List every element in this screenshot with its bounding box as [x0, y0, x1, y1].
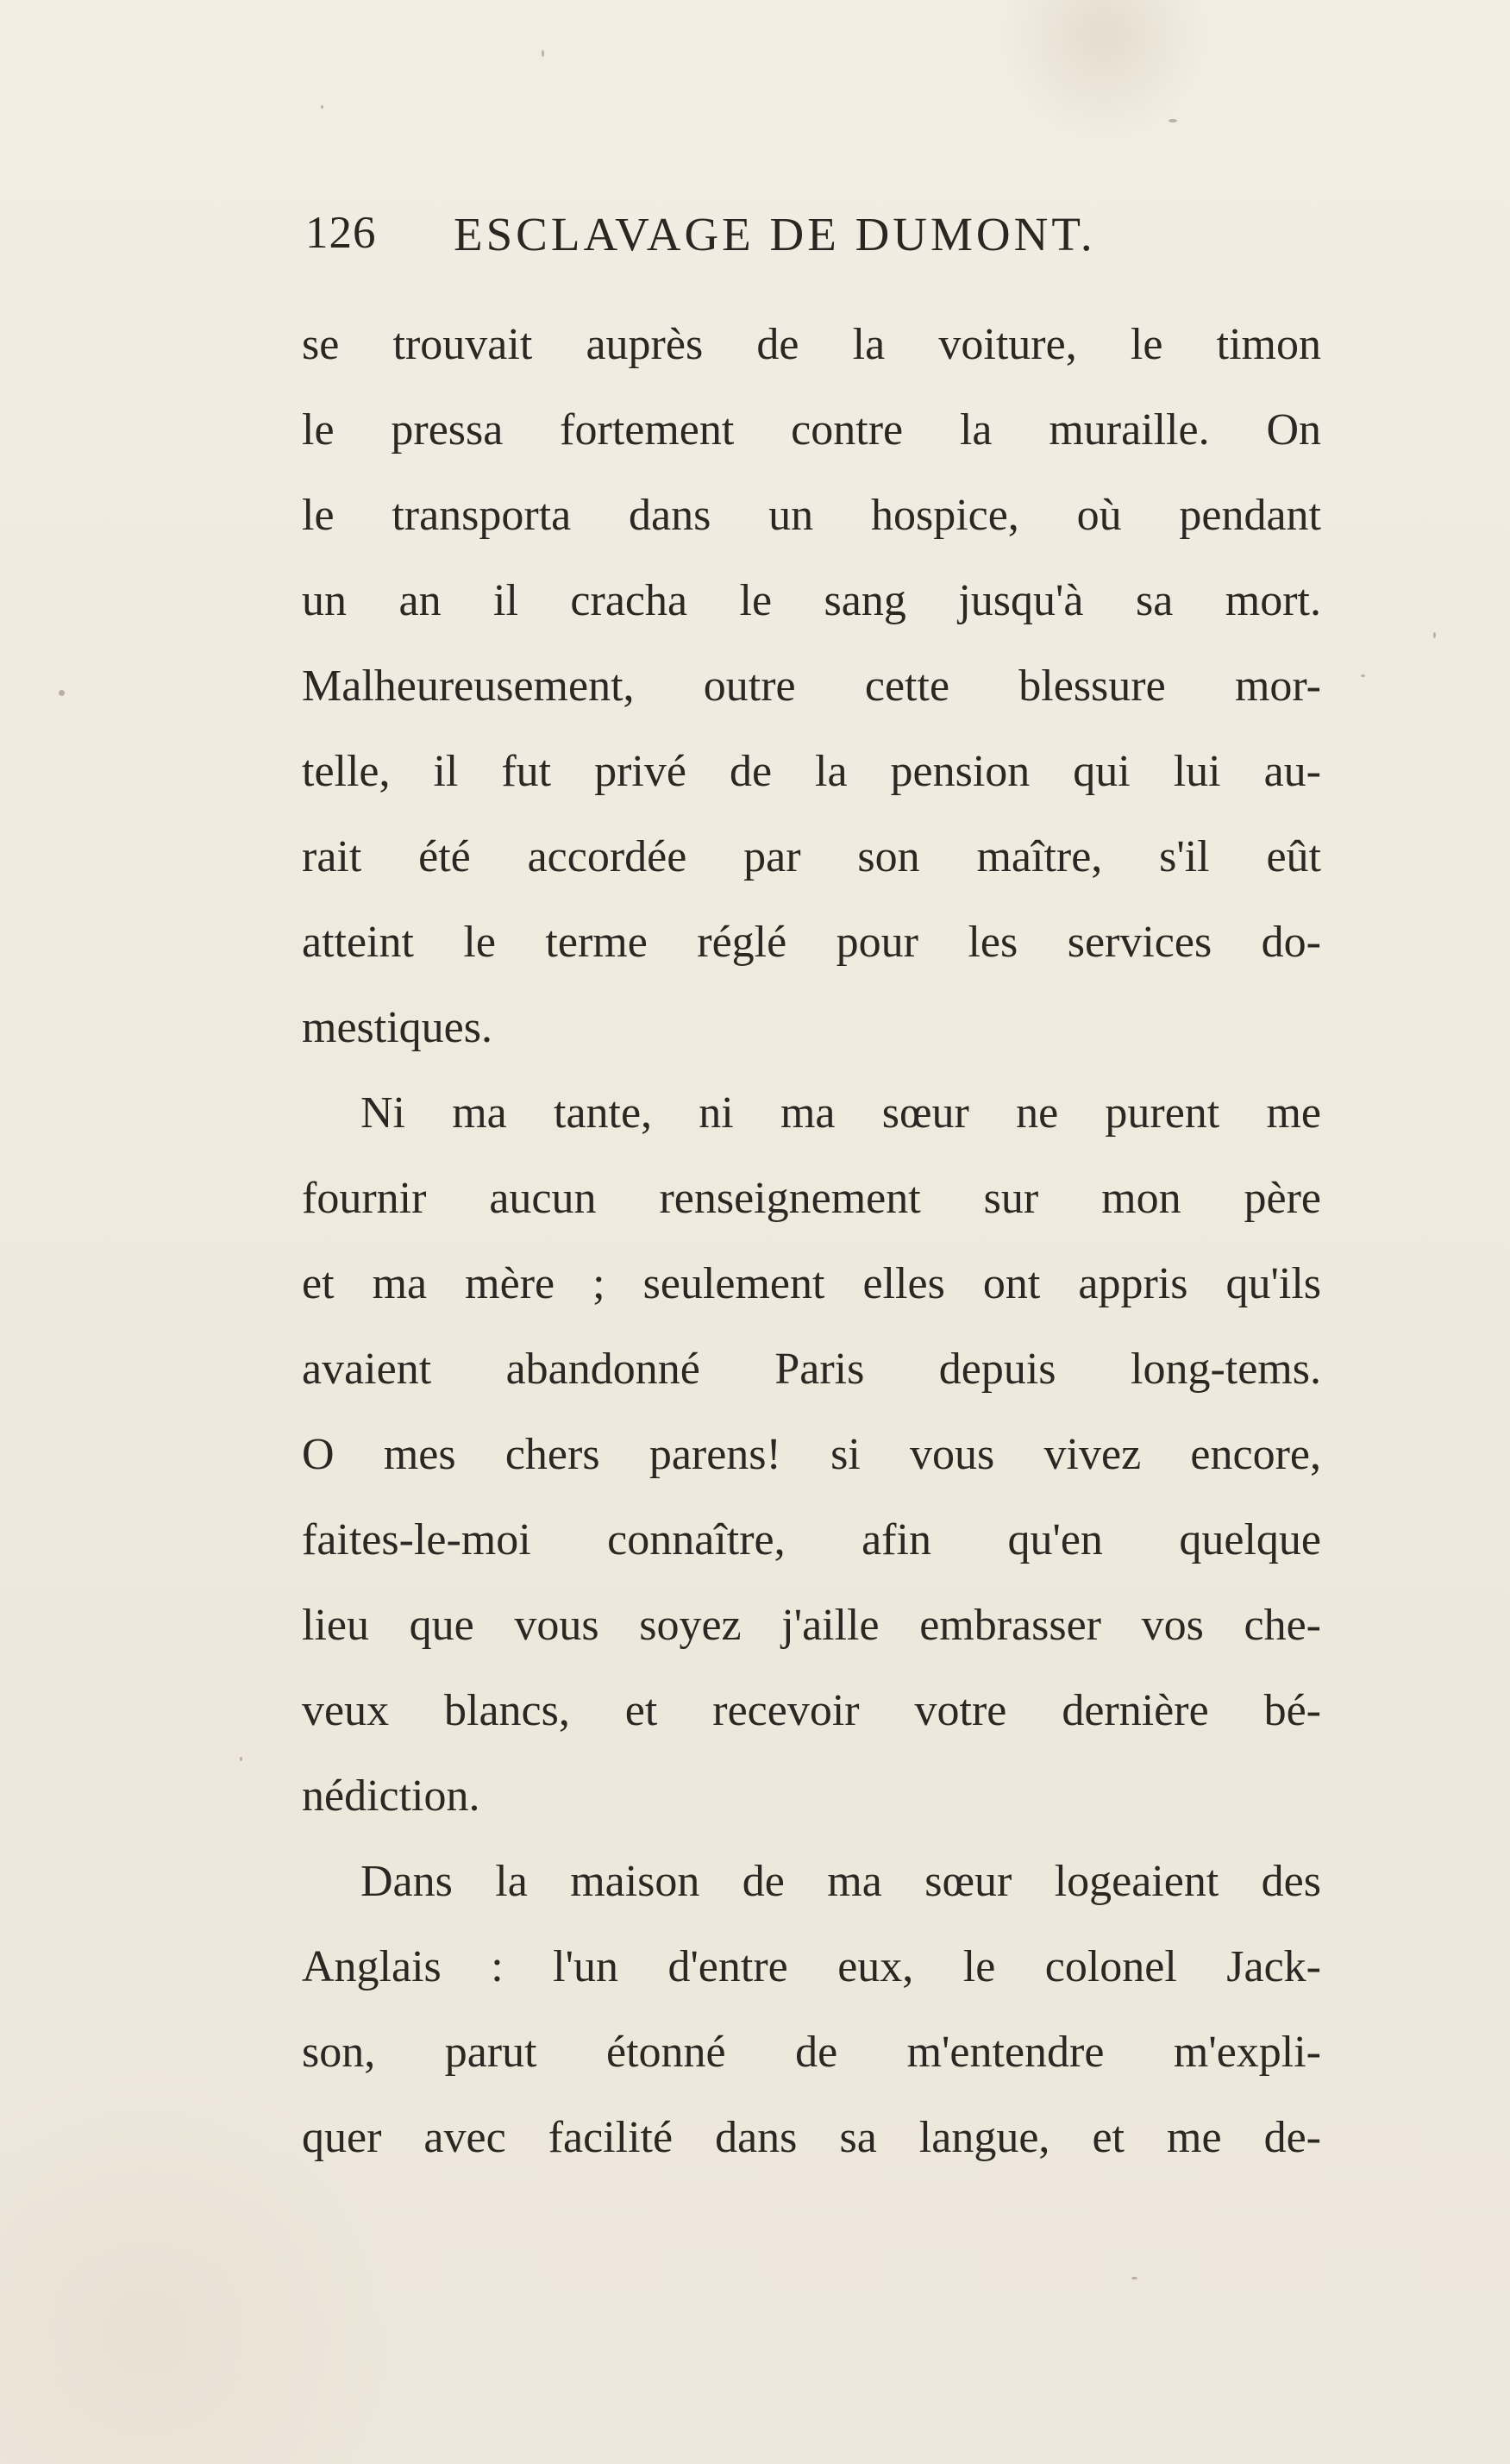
paper-speck: [59, 690, 65, 696]
text-line: atteint le terme réglé pour les services do-: [302, 918, 1321, 967]
text-line: quer avec facilité dans sa langue, et me de-: [302, 2113, 1321, 2162]
text-line: un an il cracha le sang jusqu'à sa mort.: [302, 576, 1321, 625]
running-head: ESCLAVAGE DE DUMONT.: [454, 208, 1096, 260]
paper-speck: [1169, 119, 1177, 122]
paper-speck: [1433, 632, 1436, 638]
text-line: Anglais : l'un d'entre eux, le colonel Jack-: [302, 1942, 1321, 1991]
paper-speck: [1131, 2277, 1137, 2279]
text-line: veux blancs, et recevoir votre dernière bé-: [302, 1686, 1321, 1735]
text-line: mestiques.: [302, 1003, 492, 1052]
text-line: et ma mère ; seulement elles ont appris qu'ils: [302, 1259, 1321, 1308]
paper-speck: [240, 1757, 242, 1761]
paper-speck: [542, 50, 544, 57]
text-line: Malheureusement, outre cette blessure mor-: [302, 661, 1321, 711]
text-line: le transporta dans un hospice, où pendant: [302, 491, 1321, 540]
page-header: [305, 207, 1202, 267]
body-text: [302, 302, 1321, 2180]
text-line: lieu que vous soyez j'aille embrasser vos che-: [302, 1601, 1321, 1650]
page-number: 126: [305, 208, 377, 258]
text-line: le pressa fortement contre la muraille. On: [302, 405, 1321, 455]
text-line: Dans la maison de ma sœur logeaient des: [360, 1857, 1321, 1906]
text-line: avaient abandonné Paris depuis long-tems.: [302, 1345, 1321, 1394]
text-line: son, parut étonné de m'entendre m'expli-: [302, 2028, 1321, 2077]
text-line: telle, il fut privé de la pension qui lui au-: [302, 747, 1321, 796]
text-line: fournir aucun renseignement sur mon père: [302, 1174, 1321, 1223]
paper-speck: [1361, 674, 1365, 677]
text-line: nédiction.: [302, 1771, 480, 1821]
text-line: se trouvait auprès de la voiture, le timon: [302, 320, 1321, 369]
text-line: rait été accordée par son maître, s'il eût: [302, 832, 1321, 881]
text-line: faites-le-moi connaître, afin qu'en quelque: [302, 1515, 1321, 1564]
text-line: Ni ma tante, ni ma sœur ne purent me: [360, 1088, 1321, 1138]
paper-speck: [321, 105, 323, 109]
text-line: O mes chers parens! si vous vivez encore,: [302, 1430, 1321, 1479]
